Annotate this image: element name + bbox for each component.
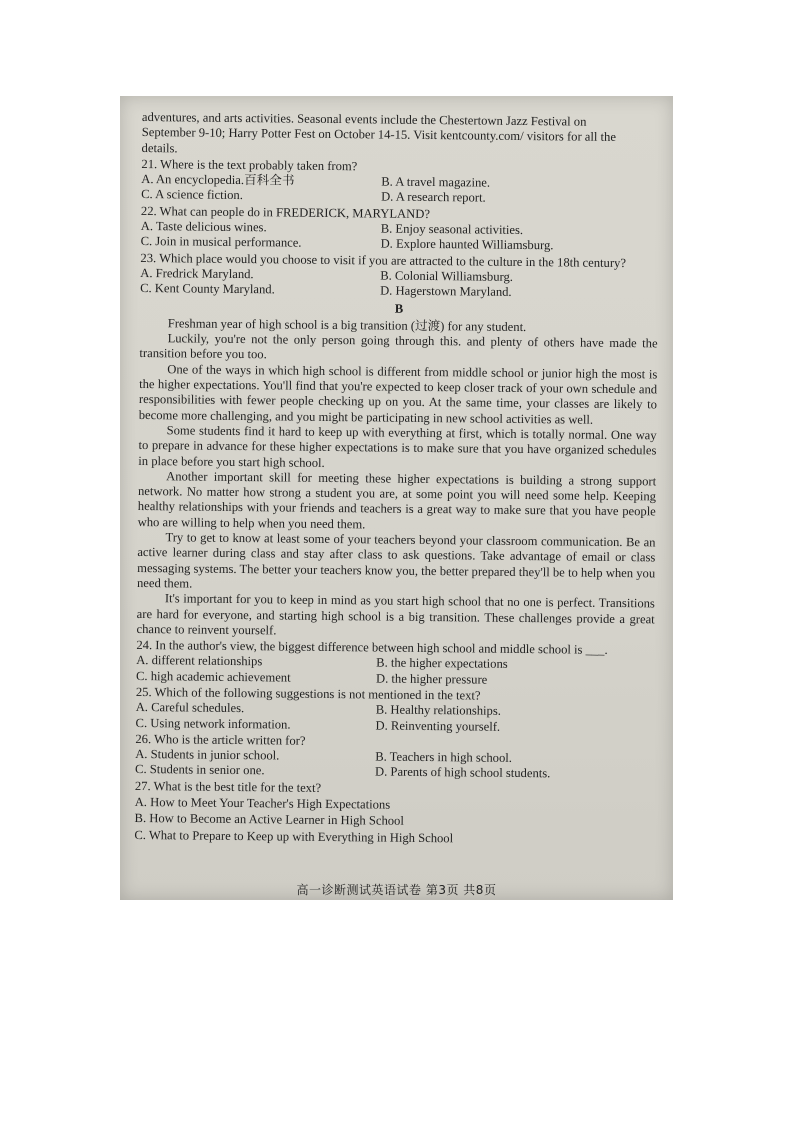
option-d: D. Explore haunted Williamsburg. [380,236,554,253]
option-b: B. Healthy relationships. [375,702,502,719]
question-24 [136,638,654,689]
option-a: A. Taste delicious wines. [140,219,267,235]
option-a: A. different relationships [136,653,263,669]
question-22 [141,204,659,255]
question-stem: 24. In the author's view, the biggest difference between high school and middle school is ___. [136,638,608,657]
question-23 [140,251,658,302]
question-21 [141,157,659,208]
option-d: D. the higher pressure [375,671,488,687]
option-a: A. Fredrick Maryland. [140,265,254,282]
option-b: B. the higher expectations [376,655,508,672]
intro-line: September 9-10; Harry Potter Fest on October 14-15. Visit kentcounty.com/ visitors for all the [141,125,617,145]
page-footer: 高一诊断测试英语试卷 第3页 共8页 [296,883,497,897]
intro-line: details. [141,140,178,155]
option-a: A. An encyclopedia.百科全书 [141,172,295,188]
option-b: B. How to Become an Active Learner in High School [134,811,404,829]
question-stem: 27. What is the best title for the text? [134,778,322,795]
passage-paragraph: Freshman year of high school is a big transition (过渡) for any student. [167,316,527,334]
option-b: B. Colonial Williamsburg. [380,268,514,284]
option-b: B. Enjoy seasonal activities. [380,221,524,238]
option-a: A. How to Meet Your Teacher's High Expectations [134,795,391,812]
question-26 [135,732,653,783]
option-c: C. What to Prepare to Keep up with Everything in High School [134,827,454,845]
passage-paragraph: Luckily, you're not the only person going through this. and plenty of others have made the transition before you too. [139,331,658,362]
option-c: C. Kent County Maryland. [140,281,275,297]
option-b: B. A travel magazine. [381,174,491,190]
option-d: D. Reinventing yourself. [375,718,501,734]
option-c: C. high academic achievement [136,668,291,685]
question-stem: 25. Which of the following suggestions is not mentioned in the text? [135,684,481,703]
question-25 [135,685,653,736]
passage-paragraph: One of the ways in which high school is different from middle school or junior high the most is the higher expectations. You'll find that you're expected to keep closer track of your own schedule and responsibilities with fewer people checking up on you. At the same time, your classes are likely to become more challenging, and you might be participating in new school activities as well. [138,362,658,427]
question-stem: 26. Who is the article written for? [135,731,306,748]
option-c: C. Join in musical performance. [140,234,302,251]
exam-text-body [134,110,660,848]
passage-paragraph: It's important for you to keep in mind as you start high school that no one is perfect. Transitions are hard for everyone, and starting high school is a big transition. These challenges provide a great chance to reinvent yourself. [136,591,655,638]
passage-paragraph: Another important skill for meeting these higher expectations is building a strong support network. No matter how strong a student you are, at some point you will need some help. Keeping healthy relationships with your friends and teachers is a great way to make sure that you have people who are willing to help when you need them. [137,469,657,532]
passage-paragraph: Try to get to know at least some of your teachers beyond your classroom communication. Be an active learner during class and stay after class to ask questions. Take advantage of email or class messaging systems. The better your teachers know you, the better prepared they'll be to help when you need them. [136,530,656,591]
scanned-page-photo [120,96,673,900]
option-d: D. Hagerstown Maryland. [380,283,512,300]
question-stem: 22. What can people do in FREDERICK, MARYLAND? [140,203,431,221]
question-stem: 23. Which place would you choose to visit if you are attracted to the culture in the 18th century? [140,250,627,270]
section-b-heading: B [394,301,404,316]
option-b: B. Teachers in high school. [375,749,513,766]
option-c: C. A science fiction. [141,187,243,203]
option-a: A. Students in junior school. [135,747,280,763]
option-d: D. Parents of high school students. [375,764,551,781]
option-c: C. Using network information. [135,715,291,732]
question-27 [134,779,653,849]
option-c: C. Students in senior one. [135,762,265,778]
question-stem: 21. Where is the text probably taken from? [141,156,358,174]
intro-line: adventures, and arts activities. Seasonal events include the Chestertown Jazz Festival on [141,110,587,129]
option-d: D. A research report. [381,189,486,206]
passage-paragraph: Some students find it hard to keep up with everything at first, which is totally normal. One way to prepare in advance for these higher expectations is to make sure that you have organized schedules in place before you start high school. [138,423,657,470]
option-a: A. Careful schedules. [135,700,245,716]
